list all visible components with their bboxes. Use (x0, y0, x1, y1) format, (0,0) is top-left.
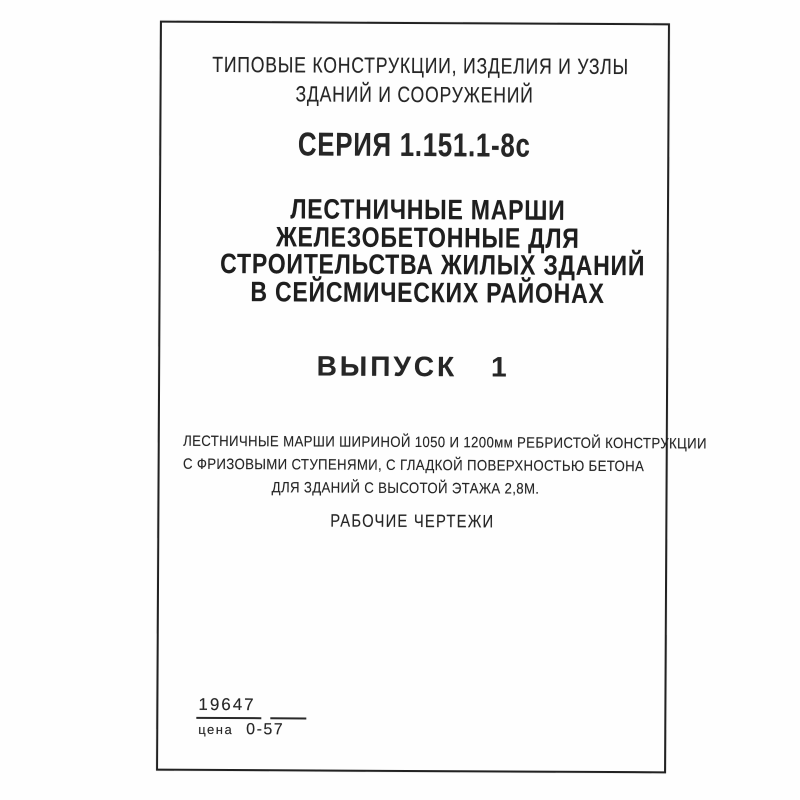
issue-number: 1 (491, 351, 510, 383)
series-number: СЕРИЯ 1.151.1-8с (297, 125, 531, 164)
issue-label: ВЫПУСК (316, 350, 458, 383)
title-line-1: ЛЕСТНИЧНЫЕ МАРШИ (290, 193, 566, 226)
stamp-code: 19647 (196, 695, 261, 719)
title-line-2: ЖЕЛЕЗОБЕТОННЫЕ ДЛЯ (275, 220, 580, 254)
price-label: цена (198, 721, 234, 738)
title-line-3: СТРОИТЕЛЬСТВА ЖИЛЫХ ЗДАНИЙ (220, 247, 646, 282)
document-type-label: РАБОЧИЕ ЧЕРТЕЖИ (330, 510, 495, 532)
page-border-frame (156, 21, 707, 774)
issue-heading (160, 351, 666, 384)
document-description (182, 430, 707, 501)
stamp-code-row (196, 695, 306, 720)
price-value: 0-57 (246, 721, 285, 739)
title-line-4: В СЕЙСМИЧЕСКИХ РАЙОНАХ (250, 275, 605, 309)
stamp-price-row (196, 721, 306, 740)
series-header (212, 50, 629, 110)
header-line-2: ЗДАНИЙ И СООРУЖЕНИЙ (295, 81, 534, 108)
document-title (220, 193, 646, 309)
description-line-3: ДЛЯ ЗДАНИЙ С ВЫСОТОЙ ЭТАЖА 2,8М. (271, 479, 540, 498)
description-line-2: С ФРИЗОВЫМИ СТУПЕНЯМИ, С ГЛАДКОЙ ПОВЕРХНОСТЬЮ БЕТОНА (182, 455, 645, 476)
price-stamp (196, 695, 307, 740)
stamp-dash-line (271, 717, 307, 719)
header-line-1: ТИПОВЫЕ КОНСТРУКЦИИ, ИЗДЕЛИЯ И УЗЛЫ (212, 51, 629, 80)
description-line-1: ЛЕСТНИЧНЫЕ МАРШИ ШИРИНОЙ 1050 И 1200мм РЕБРИСТОЙ КОНСТРУКЦИИ (183, 432, 707, 453)
